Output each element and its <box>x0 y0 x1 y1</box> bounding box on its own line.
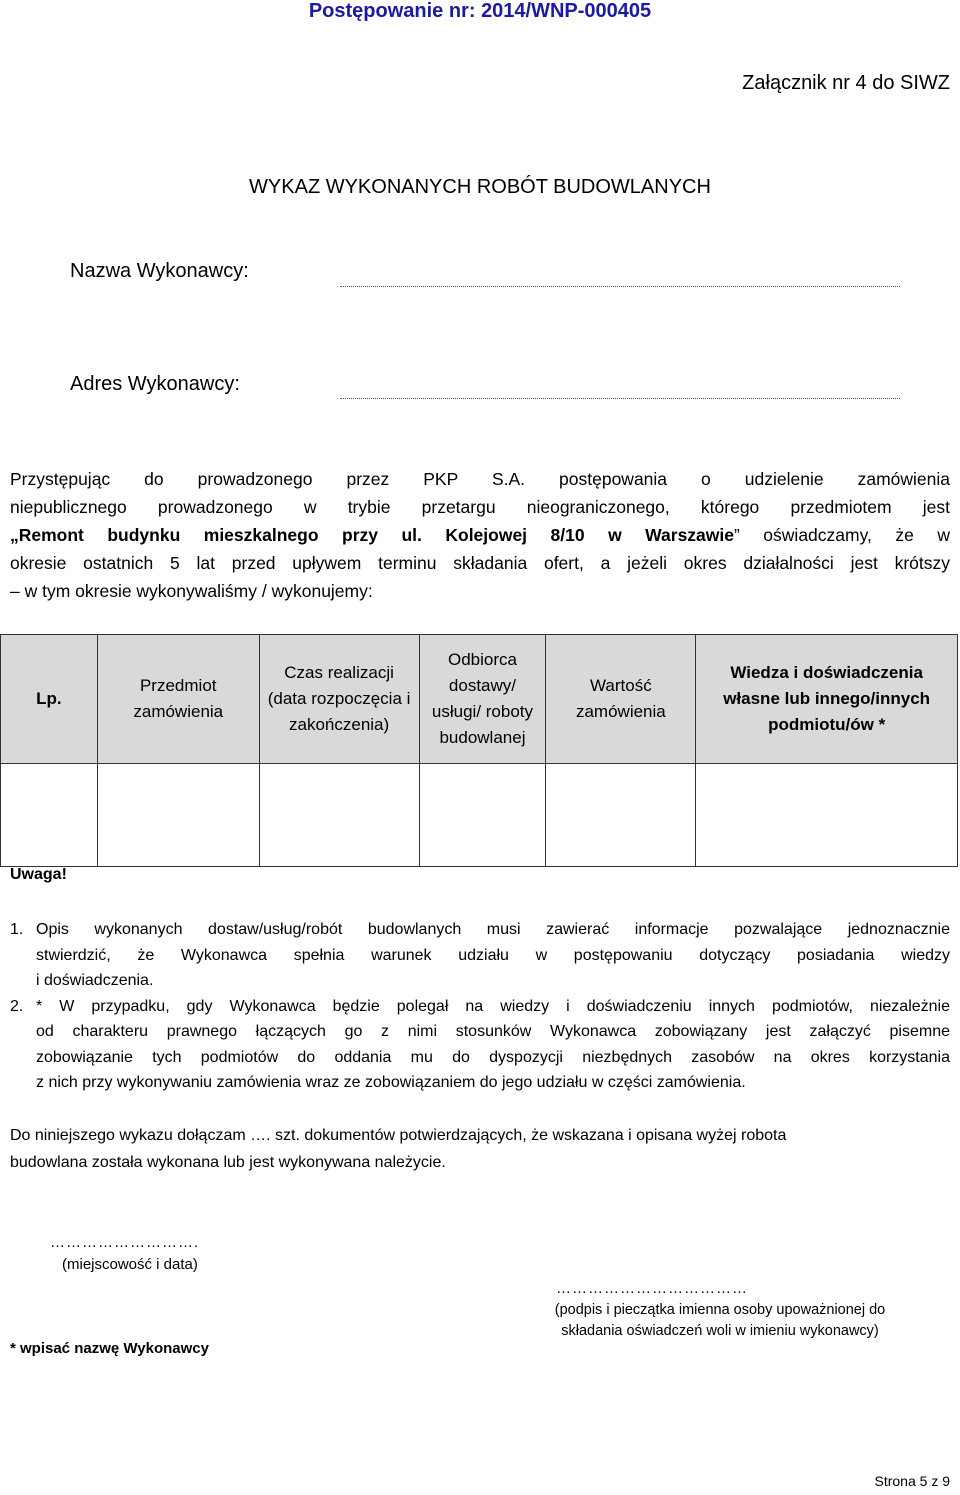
attached-documents-statement <box>10 1122 950 1176</box>
note-number: 1. <box>10 921 24 938</box>
note-2-line-3: zobowiązanie tych podmiotów do oddania mu do dyspozycji niezbędnych zasobów na okres korzystania <box>36 1048 950 1066</box>
cell-recipient[interactable] <box>419 764 546 867</box>
intro-paragraph <box>10 465 950 605</box>
note-1-line-2: stwierdzić, że Wykonawca spełnia warunek udziału w postępowaniu dotyczący posiadania wiedzy <box>36 946 950 964</box>
note-2-line-2: od charakteru prawnego łączących go z nimi stosunków Wykonawca zobowiązany jest załączyć pisemne <box>36 1023 950 1040</box>
cell-duration[interactable] <box>259 764 419 867</box>
note-number: 2. <box>10 997 24 1015</box>
table-header-row <box>1 635 958 764</box>
col-header-lp: Lp. <box>1 635 98 764</box>
attached-line-1: Do niniejszego wykazu dołączam …. szt. dokumentów potwierdzających, że wskazana i opisana wyżej robota <box>10 1127 787 1144</box>
cell-subject[interactable] <box>97 764 259 867</box>
place-date-caption: (miejscowość i data) <box>62 1256 198 1273</box>
col-header-recipient: Odbiorca dostawy/ usługi/ roboty budowlanej <box>419 635 546 764</box>
procedure-prefix: Postępowanie nr: <box>308 0 482 22</box>
col-header-subject: Przedmiot zamówienia <box>97 635 259 764</box>
contractor-name-label: Nazwa Wykonawcy: <box>70 260 249 282</box>
notes-heading: Uwaga! <box>10 866 67 883</box>
attachment-label: Załącznik nr 4 do SIWZ <box>742 72 950 94</box>
contractor-address-field[interactable] <box>340 398 900 399</box>
table-row <box>1 764 958 867</box>
works-table <box>0 634 958 867</box>
note-2-line-1: * W przypadku, gdy Wykonawca będzie polegał na wiedzy i doświadczeniu innych podmiotów, niezależnie <box>36 997 950 1015</box>
signature-field[interactable]: ……………………………… <box>556 1280 748 1297</box>
intro-subject: „Remont budynku mieszkalnego przy ul. Kolejowej 8/10 w Warszawie <box>10 525 734 545</box>
note-item-2 <box>10 994 950 1096</box>
note-2-line-4: z nich przy wykonywaniu zamówienia wraz ze zobowiązaniem do jego udziału w części zamówienia. <box>36 1074 746 1091</box>
page-number: Strona 5 z 9 <box>874 1473 950 1489</box>
signature-caption-line-2: składania oświadczeń woli w imieniu wykonawcy) <box>561 1323 879 1339</box>
signature-caption <box>520 1300 920 1342</box>
intro-line-5: – w tym okresie wykonywaliśmy / wykonujemy: <box>10 581 373 601</box>
note-1-line-3: i doświadczenia. <box>36 972 154 989</box>
document-title: WYKAZ WYKONANYCH ROBÓT BUDOWLANYCH <box>249 176 711 198</box>
signature-caption-line-1: (podpis i pieczątka imienna osoby upoważnionej do <box>554 1302 886 1318</box>
col-header-value: Wartość zamówienia <box>546 635 696 764</box>
cell-lp[interactable] <box>1 764 98 867</box>
intro-line-3 <box>10 521 950 549</box>
procedure-header <box>0 0 960 23</box>
note-1-line-1: Opis wykonanych dostaw/usług/robót budowlanych musi zawierać informacje pozwalające jednoznacznie <box>36 921 950 938</box>
place-date-field[interactable]: ………………………. <box>50 1234 200 1251</box>
intro-line-2: niepublicznego prowadzonego w trybie przetargu nieograniczonego, którego przedmiotem jest <box>10 497 950 517</box>
contractor-address-label: Adres Wykonawcy: <box>70 373 240 395</box>
intro-line-3-rest: ” oświadczamy, że w <box>734 525 950 545</box>
col-header-knowledge: Wiedza i doświadczenia własne lub innego/innych podmiotu/ów * <box>696 635 958 764</box>
note-item-1 <box>10 917 950 994</box>
intro-line-4: okresie ostatnich 5 lat przed upływem terminu składania ofert, a jeżeli okres działalności jest krótszy <box>10 553 950 573</box>
intro-line-1: Przystępując do prowadzonego przez PKP S.A. postępowania o udzielenie zamówienia <box>10 469 950 489</box>
notes-list <box>10 917 950 1096</box>
cell-value[interactable] <box>546 764 696 867</box>
col-header-duration: Czas realizacji (data rozpoczęcia i zakończenia) <box>259 635 419 764</box>
procedure-number: 2014/WNP-000405 <box>481 0 652 22</box>
footnote: * wpisać nazwę Wykonawcy <box>10 1340 209 1357</box>
contractor-name-field[interactable] <box>340 286 900 287</box>
attached-line-2: budowlana została wykonana lub jest wykonywana należycie. <box>10 1154 446 1171</box>
cell-knowledge[interactable] <box>696 764 958 867</box>
